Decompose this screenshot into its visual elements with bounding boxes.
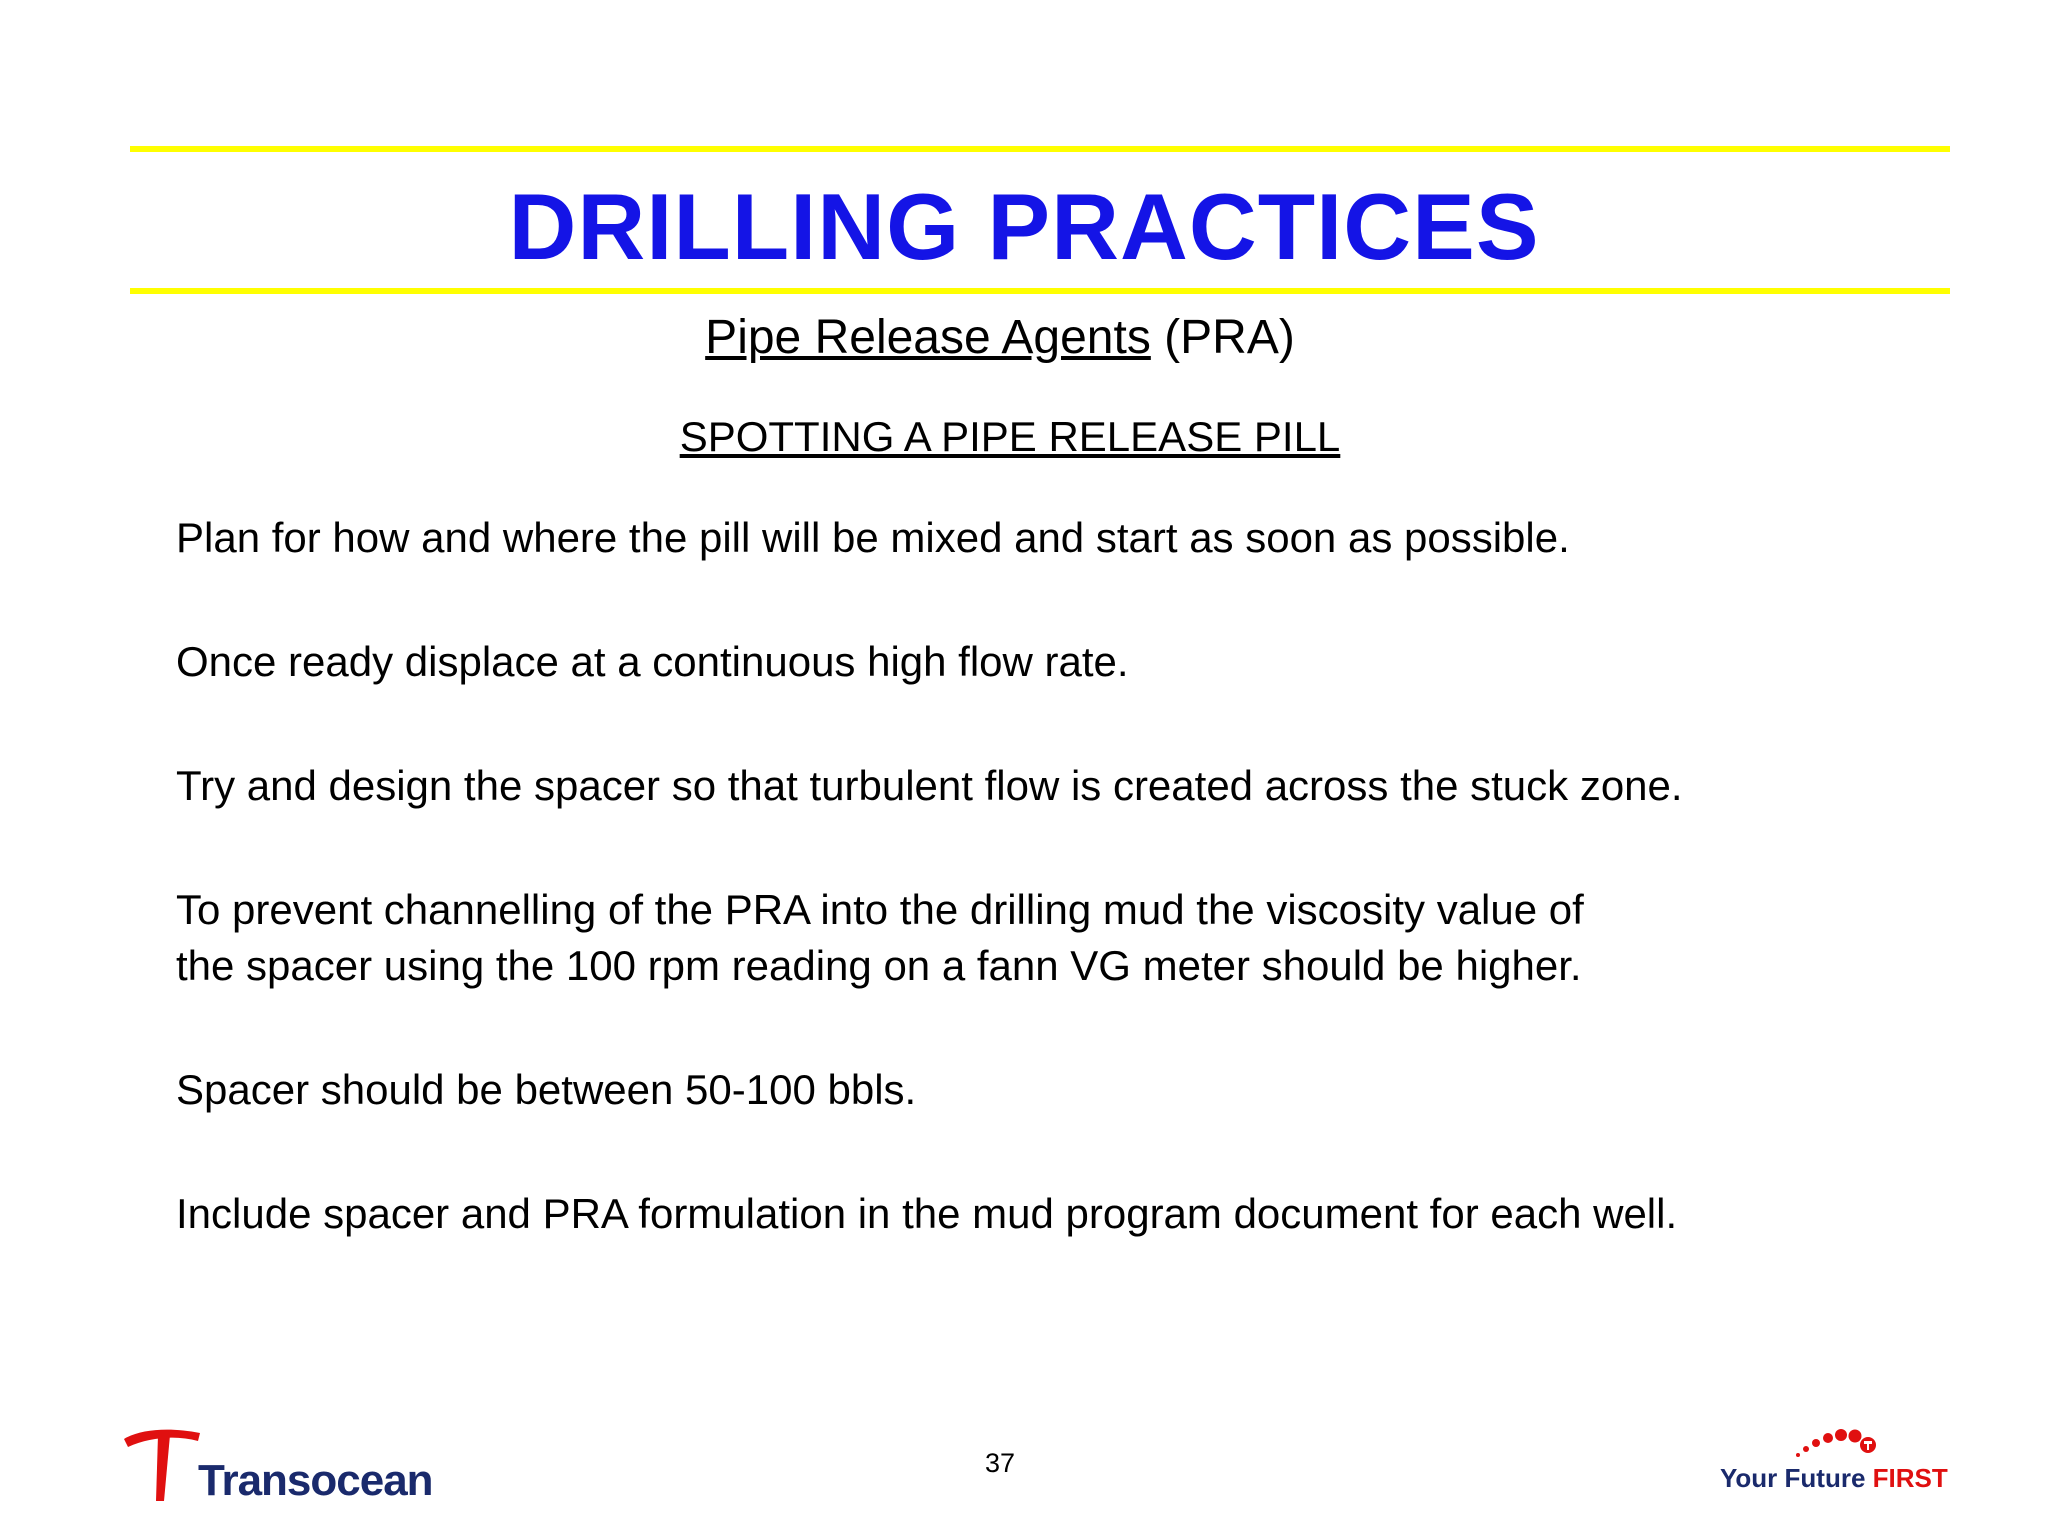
slide-subtitle xyxy=(0,308,2000,368)
page-number: 37 xyxy=(984,1448,1016,1478)
list-item xyxy=(176,1062,1956,1118)
point-line: Once ready displace at a continuous high flow rate. xyxy=(176,638,1129,685)
transocean-logo xyxy=(120,1425,480,1505)
point-line: Plan for how and where the pill will be mixed and start as soon as possible. xyxy=(176,514,1570,561)
point-line: To prevent channelling of the PRA into the drilling mud the viscosity value of xyxy=(176,886,1584,933)
tagline-your-future: Your Future xyxy=(1720,1463,1873,1493)
point-line: Include spacer and PRA formulation in the mud program document for each well. xyxy=(176,1190,1678,1237)
subtitle-underlined-text: Pipe Release Agents xyxy=(705,311,1151,364)
section-heading: SPOTTING A PIPE RELEASE PILL xyxy=(679,413,1341,460)
transocean-t-icon xyxy=(120,1425,210,1505)
slide-title: DRILLING PRACTICES xyxy=(508,174,1540,279)
tagline xyxy=(1720,1463,1948,1493)
bottom-yellow-rule xyxy=(130,288,1950,294)
point-line: the spacer using the 100 rpm reading on a fann VG meter should be higher. xyxy=(176,942,1582,989)
point-line: Try and design the spacer so that turbulent flow is created across the stuck zone. xyxy=(176,762,1683,809)
list-item xyxy=(176,758,1956,814)
top-yellow-rule xyxy=(130,146,1950,152)
subtitle-abbreviation: (PRA) xyxy=(1150,311,1295,364)
list-item xyxy=(176,882,1956,994)
bullet-points-list xyxy=(176,510,1956,1310)
point-line: Spacer should be between 50-100 bbls. xyxy=(176,1066,917,1113)
list-item xyxy=(176,510,1956,566)
transocean-wordmark: Transocean xyxy=(198,1456,433,1505)
your-future-first-logo xyxy=(1720,1425,1948,1505)
list-item xyxy=(176,634,1956,690)
tagline-first: FIRST xyxy=(1872,1463,1948,1493)
dots-arc-icon xyxy=(1720,1425,1920,1465)
list-item xyxy=(176,1186,1956,1242)
